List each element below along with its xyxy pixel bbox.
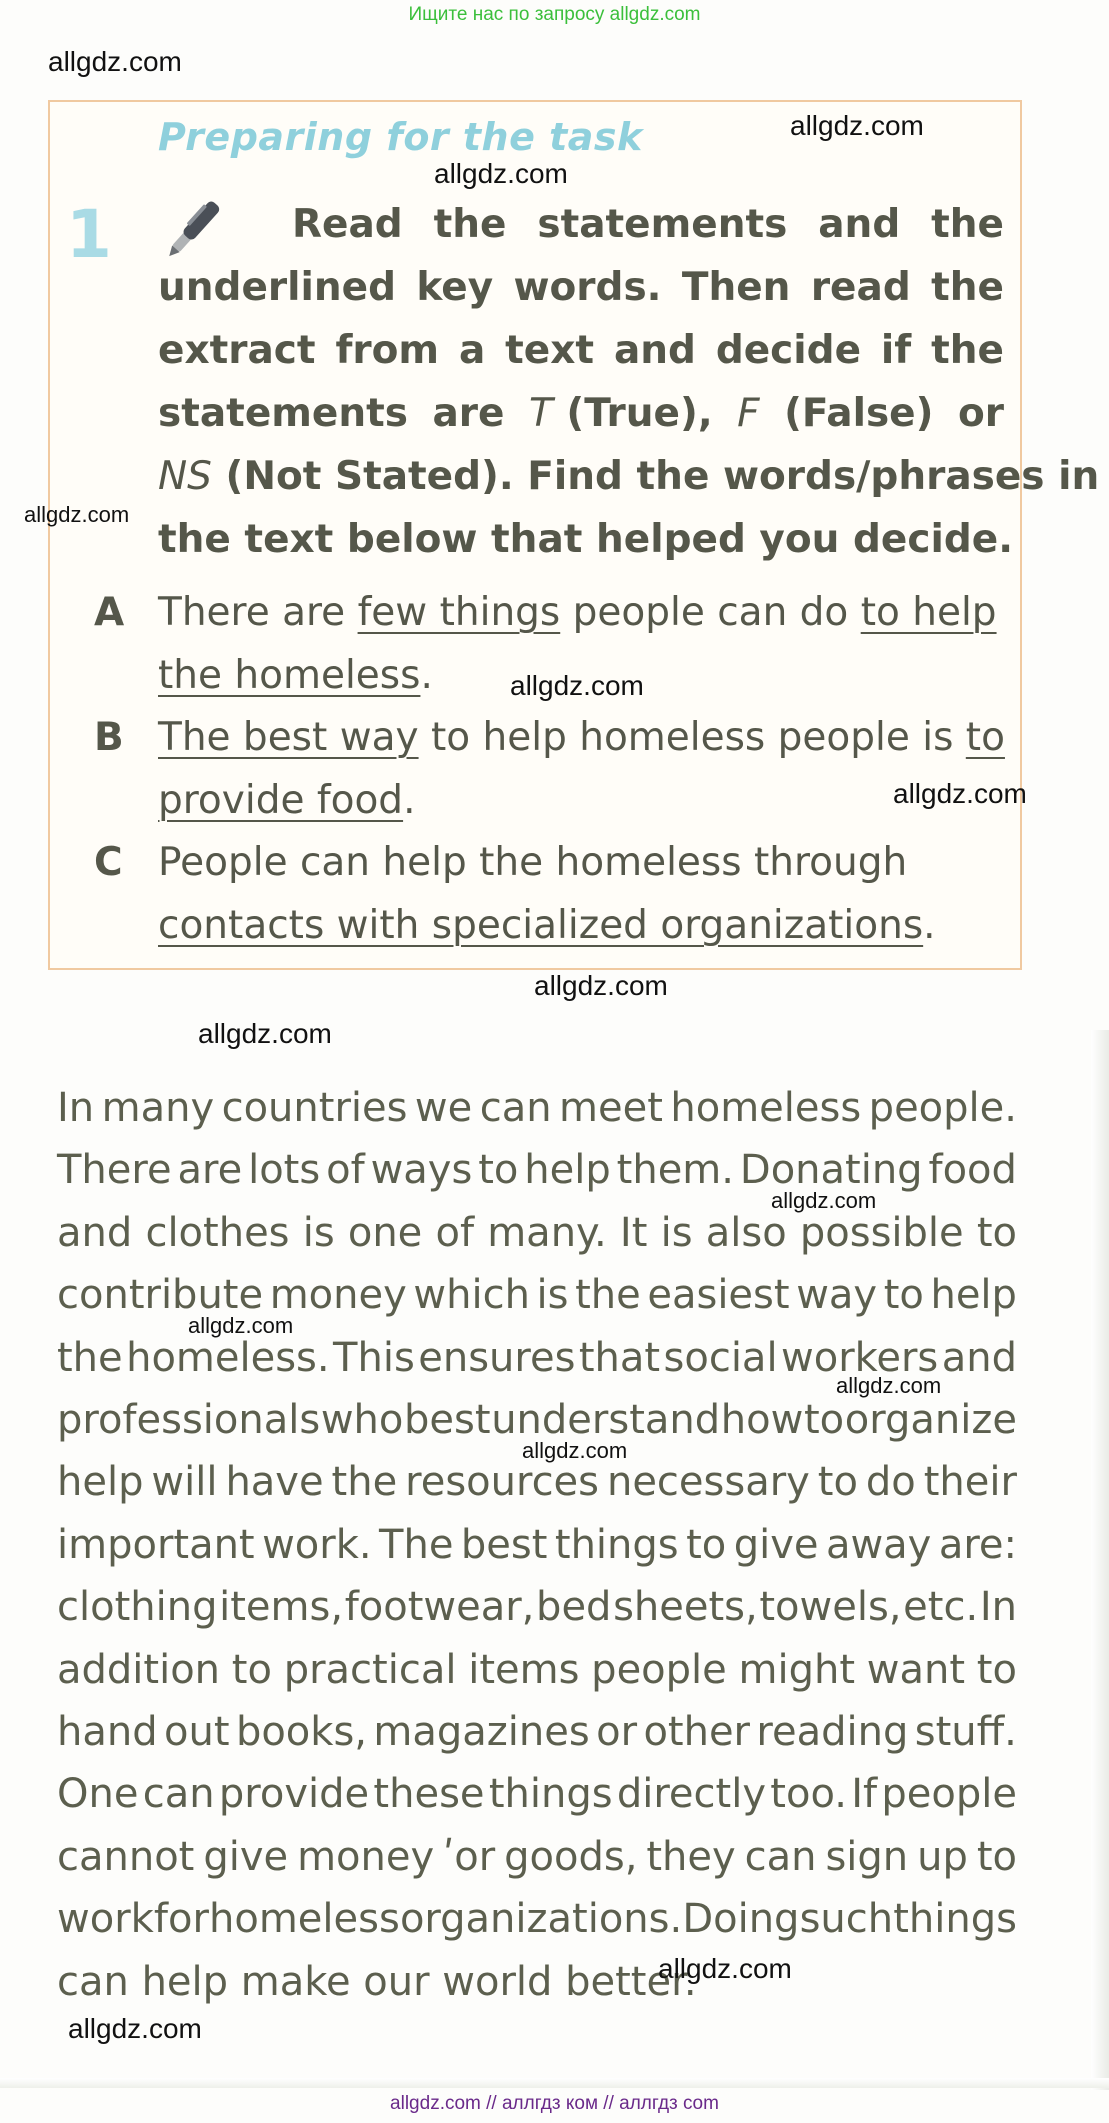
extract-word: contribute xyxy=(57,1272,264,1319)
extract-word: addition xyxy=(57,1646,221,1693)
extract-word: It xyxy=(619,1209,648,1256)
statement-a-letter: A xyxy=(94,590,125,635)
extract-word: to xyxy=(686,1521,727,1568)
statement-text: people can do xyxy=(560,590,861,635)
watermark: allgdz.com xyxy=(790,110,924,141)
extract-word: of xyxy=(435,1209,475,1256)
extract-word: bed xyxy=(536,1584,612,1631)
extract-word: also xyxy=(705,1209,787,1256)
watermark: allgdz.com xyxy=(188,1313,294,1338)
extract-word: work. xyxy=(262,1521,372,1568)
instruction-word: extract xyxy=(158,328,316,373)
watermark: allgdz.com xyxy=(68,2013,202,2044)
extract-word: Donating xyxy=(739,1147,923,1194)
statement-text: . xyxy=(403,778,416,823)
extract-word: practical xyxy=(283,1646,457,1693)
extract-word: give xyxy=(203,1833,289,1880)
extract-word: items, xyxy=(219,1584,344,1631)
statement-a-line-2 xyxy=(158,651,433,701)
instruction-word: the xyxy=(931,265,1004,310)
statement-a-line-1 xyxy=(158,588,997,638)
key-words: The best way xyxy=(158,715,419,760)
extract-line xyxy=(57,1768,1017,1820)
extract-word: which xyxy=(413,1272,530,1319)
statement-text: People can help the homeless through xyxy=(158,840,908,885)
instruction-line-3 xyxy=(158,326,1004,376)
extract-word: In xyxy=(57,1085,95,1131)
extract-word: are xyxy=(177,1147,243,1194)
extract-word: have xyxy=(225,1459,324,1506)
extract-word: Doing xyxy=(682,1896,800,1943)
instruction-line-2 xyxy=(158,263,1004,313)
instruction-text: (Not Stated). Find the words/phrases in xyxy=(211,454,1100,499)
key-words: to xyxy=(965,715,1005,760)
extract-word: to xyxy=(976,1833,1017,1880)
extract-word: If xyxy=(851,1771,878,1818)
instruction-word: decide xyxy=(715,328,862,373)
extract-word: towels, xyxy=(759,1584,902,1631)
extract-word: want xyxy=(866,1646,966,1693)
statement-c-letter: C xyxy=(94,840,123,885)
statement-c-line-2 xyxy=(158,901,936,951)
extract-word: give xyxy=(733,1521,819,1568)
extract-word: reading xyxy=(756,1709,909,1755)
watermark: allgdz.com xyxy=(510,670,644,701)
extract-word: to xyxy=(883,1272,924,1319)
instruction-word: statements xyxy=(537,202,788,247)
extract-word: they xyxy=(646,1833,736,1880)
instruction-word: (True), xyxy=(566,391,713,436)
page-edge-shadow xyxy=(1091,1030,1109,2090)
watermark: allgdz.com xyxy=(48,46,182,77)
instruction-word: (False) xyxy=(784,391,934,436)
extract-word: help xyxy=(524,1147,611,1194)
extract-word: will xyxy=(151,1459,218,1506)
key-words: contacts with specialized organizations xyxy=(158,903,924,948)
extract-word: One xyxy=(57,1771,139,1818)
extract-word: to xyxy=(478,1147,519,1194)
statement-text: to help homeless people is xyxy=(418,715,966,760)
statement-b-line-2 xyxy=(158,776,415,826)
extract-word: to xyxy=(231,1646,272,1693)
instruction-word: underlined xyxy=(158,265,396,310)
extract-word: their xyxy=(923,1459,1017,1506)
extract-word: magazines xyxy=(373,1709,590,1755)
extract-word: sign xyxy=(825,1833,909,1880)
statement-text: There are xyxy=(158,590,358,635)
extract-word: other xyxy=(643,1709,750,1755)
extract-word: items xyxy=(468,1646,580,1693)
extract-word: help xyxy=(930,1272,1017,1319)
extract-word: many. xyxy=(487,1209,607,1256)
extract-word: people xyxy=(591,1646,727,1693)
extract-word: The xyxy=(379,1521,454,1568)
extract-word: of xyxy=(326,1147,365,1194)
watermark: allgdz.com xyxy=(534,970,668,1001)
extract-word: ʹor xyxy=(443,1833,496,1880)
watermark: allgdz.com xyxy=(24,502,130,527)
extract-word: to xyxy=(817,1459,858,1506)
extract-word: them. xyxy=(616,1147,734,1194)
extract-word: the xyxy=(57,1334,123,1381)
statement-b-line-1 xyxy=(158,713,1005,763)
extract-word: such xyxy=(799,1896,894,1943)
statement-b-letter: B xyxy=(94,715,124,760)
extract-word: countries xyxy=(221,1085,408,1131)
extract-word: possible xyxy=(799,1209,964,1256)
extract-word: easiest xyxy=(647,1272,790,1319)
statement-c-line-1 xyxy=(158,838,907,888)
extract-word: provide xyxy=(218,1771,370,1818)
false-code: F xyxy=(737,391,760,436)
instruction-word: Read xyxy=(292,202,403,247)
instruction-word: statements xyxy=(158,391,408,436)
extract-word: is xyxy=(660,1209,693,1256)
extract-word: can xyxy=(744,1833,817,1880)
extract-word: clothing xyxy=(57,1584,218,1631)
extract-word: professionals xyxy=(57,1397,321,1443)
extract-word: people xyxy=(881,1771,1017,1818)
extract-word: is xyxy=(536,1272,569,1319)
statement-text: . xyxy=(420,653,433,698)
instruction-line-1 xyxy=(292,200,1004,250)
extract-word: best xyxy=(460,1521,548,1568)
extract-word: are: xyxy=(938,1521,1017,1568)
extract-line xyxy=(57,1519,1017,1571)
extract-word: how xyxy=(720,1397,804,1443)
extract-word: workers xyxy=(781,1334,939,1381)
extract-word: might xyxy=(738,1646,856,1693)
instruction-line-6 xyxy=(158,515,1014,565)
extract-word: can xyxy=(479,1085,552,1131)
key-words: the homeless xyxy=(158,653,421,698)
site-links-footer[interactable]: allgdz.com // аллгдз ком // аллгдз com xyxy=(390,2093,719,2114)
instruction-word: a xyxy=(458,328,486,373)
extract-word: organizations. xyxy=(399,1896,683,1943)
instruction-word: from xyxy=(335,328,440,373)
watermark: allgdz.com xyxy=(658,1953,792,1984)
extract-word: to xyxy=(976,1646,1017,1693)
extract-word: necessary xyxy=(606,1459,810,1506)
extract-word: homeless xyxy=(209,1896,400,1943)
extract-word: books, xyxy=(235,1709,367,1755)
extract-word: to xyxy=(976,1209,1017,1256)
extract-word: ways xyxy=(370,1147,473,1194)
extract-word: understand xyxy=(491,1397,721,1443)
extract-word: homeless xyxy=(670,1085,862,1131)
extract-line xyxy=(57,1956,1017,2008)
watermark: allgdz.com xyxy=(836,1373,942,1398)
extract-word: organize xyxy=(844,1397,1017,1443)
extract-word: directly xyxy=(616,1771,766,1818)
instruction-line-5 xyxy=(158,452,1100,502)
watermark: allgdz.com xyxy=(434,158,568,189)
extract-word: resources xyxy=(405,1459,600,1506)
extract-word: these xyxy=(373,1771,485,1818)
instruction-word: if xyxy=(880,328,912,373)
extract-word: help xyxy=(57,1459,144,1506)
extract-line xyxy=(57,1644,1017,1696)
extract-word: work xyxy=(57,1896,154,1943)
instruction-word: and xyxy=(818,202,901,247)
extract-line xyxy=(57,1706,1017,1758)
extract-word: This xyxy=(333,1334,415,1381)
extract-word: for xyxy=(153,1896,209,1943)
extract-word: is xyxy=(302,1209,335,1256)
extract-word: clothes xyxy=(145,1209,290,1256)
extract-word: social xyxy=(663,1334,778,1381)
instruction-line-4 xyxy=(158,389,1004,439)
watermark: allgdz.com xyxy=(893,778,1027,809)
extract-word: do xyxy=(865,1459,916,1506)
extract-word: There xyxy=(57,1147,172,1194)
extract-line xyxy=(57,1082,1017,1134)
extract-word: up xyxy=(917,1833,968,1880)
instruction-word: the xyxy=(931,328,1004,373)
extract-word: and xyxy=(57,1209,133,1256)
extract-word: meet xyxy=(559,1085,663,1131)
extract-word: In xyxy=(979,1584,1017,1631)
extract-word: one xyxy=(347,1209,423,1256)
extract-word: can xyxy=(142,1771,215,1818)
extract-word: things xyxy=(488,1771,613,1818)
extract-line xyxy=(57,1207,1017,1259)
extract-word: that xyxy=(578,1334,661,1381)
extract-word: sheets, xyxy=(613,1584,758,1631)
watermark: allgdz.com xyxy=(198,1018,332,1049)
watermark: allgdz.com xyxy=(771,1188,877,1213)
extract-word: to xyxy=(803,1397,845,1443)
extract-word: out xyxy=(164,1709,230,1755)
extract-word: lots xyxy=(248,1147,321,1194)
task-number: 1 xyxy=(66,196,112,273)
watermark: allgdz.com xyxy=(522,1438,628,1463)
extract-word: goods, xyxy=(504,1833,638,1880)
extract-word: way xyxy=(796,1272,878,1319)
extract-text-line: can help make our world better. xyxy=(57,1958,697,2005)
pen-icon xyxy=(160,182,240,262)
extract-word: who xyxy=(320,1397,404,1443)
instruction-word: the xyxy=(931,202,1004,247)
extract-word: stuff. xyxy=(914,1709,1017,1755)
extract-word: many xyxy=(101,1085,215,1131)
key-words: to help xyxy=(860,590,997,635)
extract-word: best xyxy=(404,1397,491,1443)
site-search-banner[interactable]: Ищите нас по запросу allgdz.com xyxy=(408,4,701,25)
instruction-word: Then xyxy=(681,265,791,310)
extract-line xyxy=(57,1893,1017,1945)
extract-line xyxy=(57,1456,1017,1508)
extract-word: and xyxy=(941,1334,1017,1381)
extract-word: things xyxy=(554,1521,679,1568)
true-code: T xyxy=(529,391,553,436)
extract-line xyxy=(57,1581,1017,1633)
extract-word: homeless. xyxy=(126,1334,330,1381)
instruction-word: text xyxy=(505,328,595,373)
instruction-word: key xyxy=(416,265,494,310)
instruction-word: words. xyxy=(513,265,662,310)
task-title: Preparing for the task xyxy=(158,115,643,159)
extract-line xyxy=(57,1831,1017,1883)
instruction-text: the text below that helped you decide. xyxy=(158,517,1014,562)
instruction-word: the xyxy=(433,202,507,247)
extract-word: money xyxy=(269,1272,407,1319)
instruction-word: read xyxy=(810,265,911,310)
extract-word: too. xyxy=(770,1771,847,1818)
extract-word: things xyxy=(893,1896,1017,1943)
instruction-word: or xyxy=(957,391,1004,436)
extract-word: hand xyxy=(57,1709,158,1755)
instruction-word: are xyxy=(432,391,505,436)
not-stated-code: NS xyxy=(158,454,212,499)
extract-word: away xyxy=(825,1521,932,1568)
page-bottom-shadow xyxy=(0,2078,1109,2088)
extract-word: cannot xyxy=(57,1833,195,1880)
extract-word: etc. xyxy=(903,1584,979,1631)
extract-word: people. xyxy=(868,1085,1017,1131)
extract-word: footwear, xyxy=(344,1584,535,1631)
extract-word: the xyxy=(575,1272,641,1319)
instruction-word: and xyxy=(613,328,696,373)
extract-word: the xyxy=(331,1459,398,1506)
extract-word: ensures xyxy=(418,1334,576,1381)
key-words: few things xyxy=(357,590,561,635)
key-words: provide food xyxy=(158,778,404,823)
extract-word: or xyxy=(596,1709,638,1755)
statement-text: . xyxy=(923,903,936,948)
extract-word: important xyxy=(57,1521,255,1568)
extract-word: we xyxy=(414,1085,473,1131)
extract-word: food xyxy=(928,1147,1017,1194)
extract-word: money xyxy=(297,1833,435,1880)
